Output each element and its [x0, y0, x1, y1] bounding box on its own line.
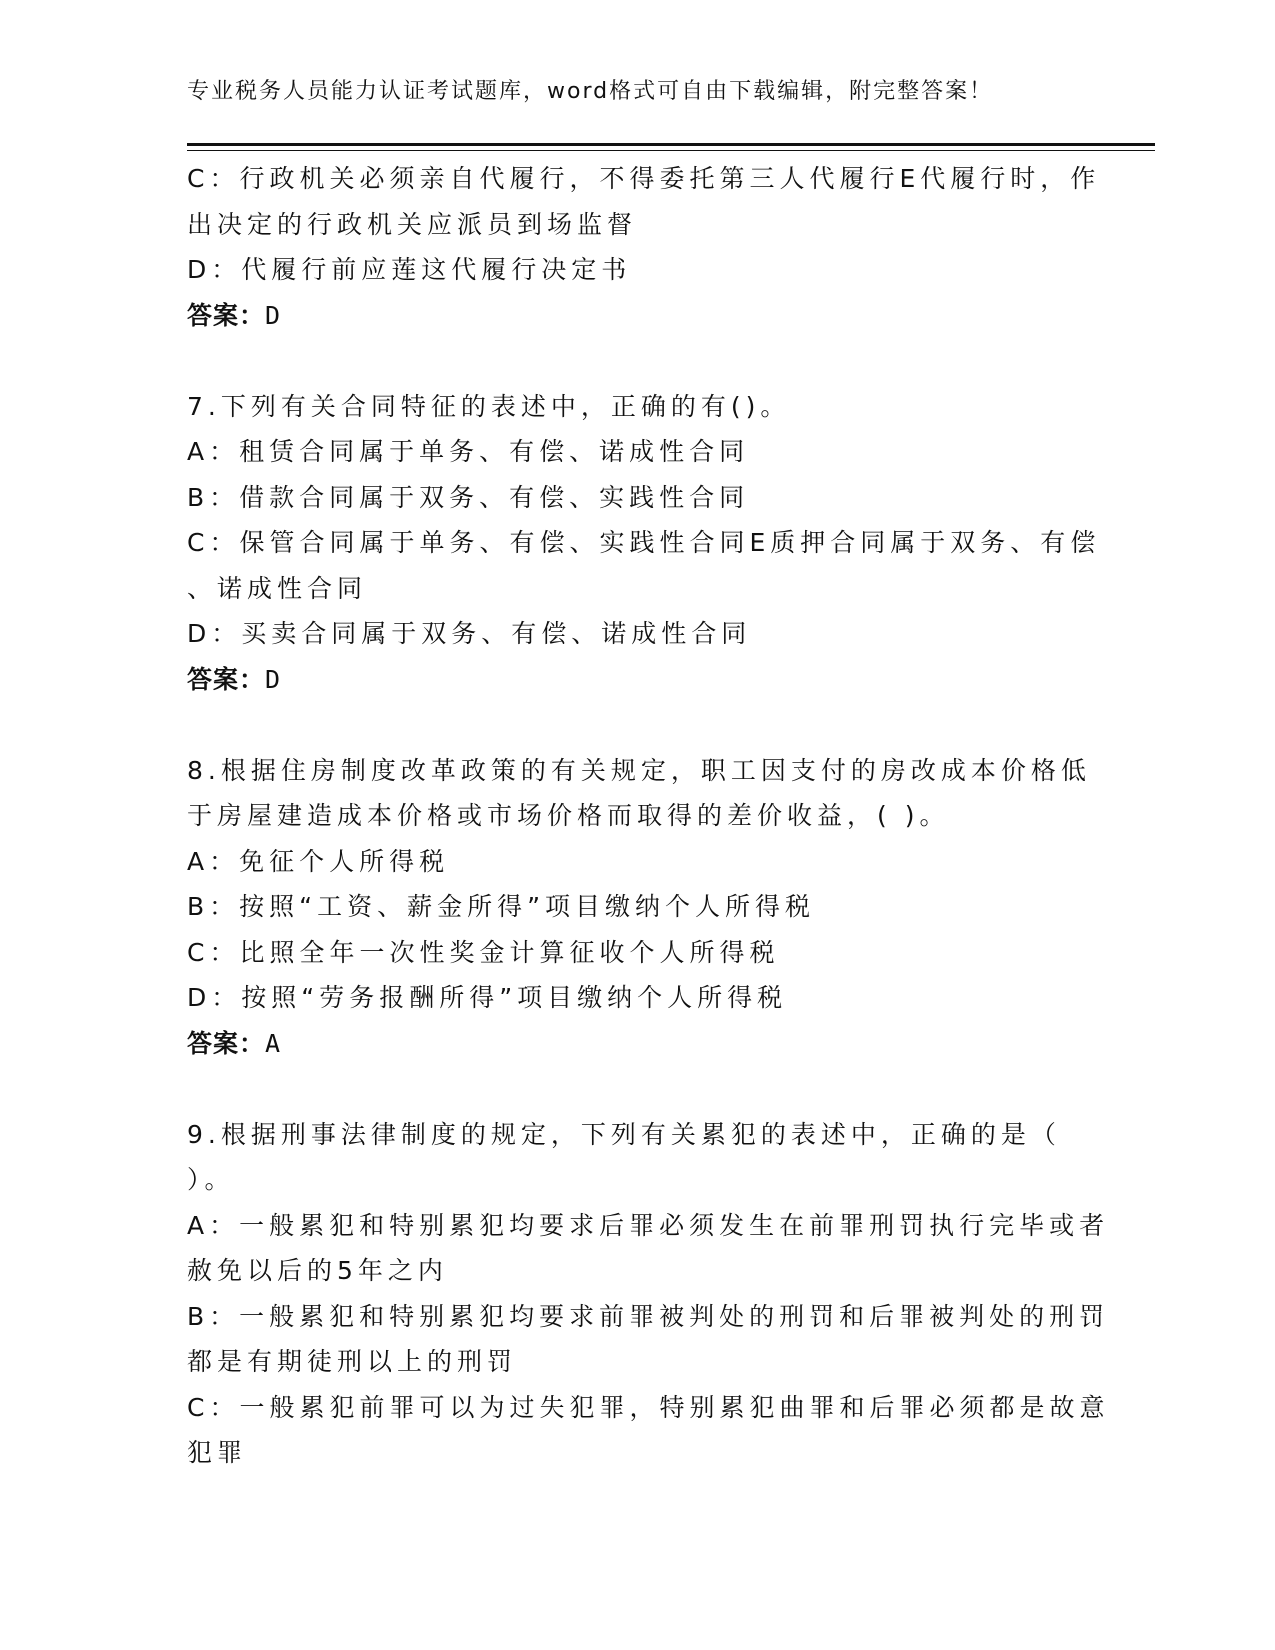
question-line: A：一般累犯和特别累犯均要求后罪必须发生在前罪刑罚执行完毕或者 [187, 1210, 1110, 1240]
question-line: B：一般累犯和特别累犯均要求前罪被判处的刑罚和后罪被判处的刑罚 [187, 1301, 1110, 1331]
answer-value: D [265, 300, 282, 330]
question-line: B：按照“工资、薪金所得”项目缴纳个人所得税 [187, 892, 816, 921]
block-spacer [187, 338, 1087, 384]
question-line: 、诺成性合同 [187, 573, 368, 603]
header-rule-thin [187, 150, 1155, 151]
answer-line [187, 293, 1087, 339]
question-line: 犯罪 [187, 1438, 248, 1467]
question-line: D：按照“劳务报酬所得”项目缴纳个人所得税 [187, 983, 788, 1012]
answer-line [187, 1021, 1087, 1067]
question-line: 7.下列有关合同特征的表述中，正确的有()。 [187, 391, 791, 421]
answer-label: 答案： [187, 1028, 266, 1058]
question-line: C：保管合同属于单务、有偿、实践性合同E质押合同属于双务、有偿 [187, 528, 1101, 557]
question-line: 于房屋建造成本价格或市场价格而取得的差价收益，( )。 [187, 801, 950, 830]
answer-label: 答案： [187, 300, 266, 330]
document-body [187, 156, 1110, 1476]
question-block [187, 748, 1091, 1067]
question-line: C：比照全年一次性奖金计算征收个人所得税 [187, 937, 780, 967]
question-line: A：租赁合同属于单务、有偿、诺成性合同 [187, 437, 750, 466]
answer-value: D [265, 664, 282, 694]
question-line: 8.根据住房制度改革政策的有关规定，职工因支付的房改成本价格低 [187, 755, 1091, 785]
answer-label: 答案： [187, 664, 266, 694]
page-header: 专业税务人员能力认证考试题库，word格式可自由下载编辑，附完整答案！ [187, 79, 994, 104]
answer-value: A [265, 1028, 282, 1058]
answer-line [187, 657, 1087, 703]
question-line: ）。 [187, 1165, 235, 1194]
question-line: B：借款合同属于双务、有偿、实践性合同 [187, 482, 750, 512]
block-spacer [187, 702, 1087, 748]
question-block [187, 1112, 1110, 1476]
block-spacer [187, 1066, 1087, 1112]
header-rule-thick [187, 143, 1155, 146]
question-block [187, 384, 1101, 703]
question-line: 都是有期徒刑以上的刑罚 [187, 1347, 518, 1376]
question-line: D：买卖合同属于双务、有偿、诺成性合同 [187, 619, 752, 648]
question-line: 9.根据刑事法律制度的规定，下列有关累犯的表述中，正确的是（ [187, 1119, 1061, 1149]
question-line: A：免征个人所得税 [187, 846, 450, 876]
question-line: D：代履行前应莲这代履行决定书 [187, 255, 632, 284]
question-line: 出决定的行政机关应派员到场监督 [187, 209, 638, 239]
question-line: C：一般累犯前罪可以为过失犯罪，特别累犯曲罪和后罪必须都是故意 [187, 1392, 1110, 1422]
question-line: C：行政机关必须亲自代履行，不得委托第三人代履行E代履行时，作 [187, 164, 1101, 193]
question-line: 赦免以后的5年之内 [187, 1256, 448, 1285]
question-continuation [187, 156, 1101, 338]
